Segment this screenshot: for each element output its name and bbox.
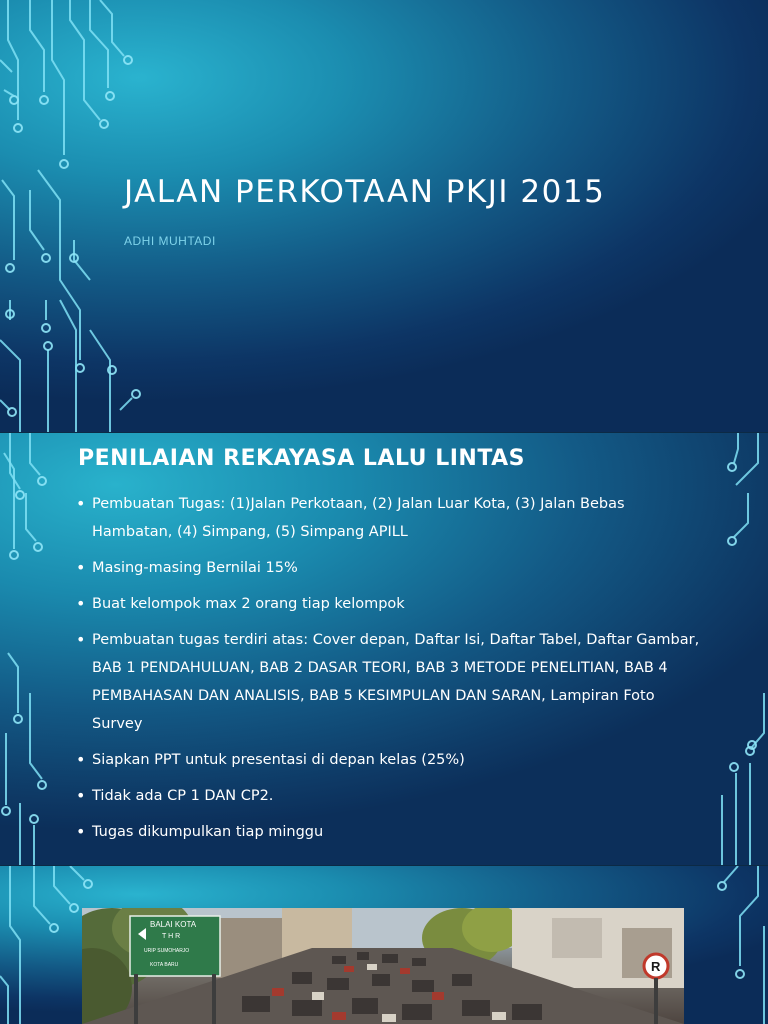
- list-item: • Tidak ada CP 1 DAN CP2.: [74, 782, 704, 810]
- photo-illustration: [82, 908, 684, 1024]
- sign-text-thr: T H R: [162, 933, 181, 940]
- sign-text-kota-baru: KOTA BARU: [150, 962, 179, 968]
- slide-title-text: JALAN PERKOTAAN PKJI 2015: [124, 174, 606, 210]
- list-item: • Pembuatan Tugas: (1)Jalan Perkotaan, (2) Jalan Luar Kota, (3) Jalan Bebas Hambatan, (4) Simpang, (5) Simpang APILL: [74, 490, 704, 546]
- circuit-decoration-right: [708, 433, 768, 865]
- list-item: • Masing-masing Bernilai 15%: [74, 554, 704, 582]
- sign-text-urip: URIP SUMOHARJO: [144, 948, 190, 954]
- circle-sign-text: R: [651, 959, 661, 974]
- circuit-decoration-left: [0, 433, 70, 865]
- slide-title: [0, 0, 768, 432]
- list-item: • Tugas dikumpulkan tiap minggu: [74, 818, 704, 846]
- slide-heading: PENILAIAN REKAYASA LALU LINTAS: [78, 446, 525, 471]
- traffic-street-photo: [82, 908, 684, 1024]
- slide-subtitle-author: ADHI MUHTADI: [124, 234, 216, 248]
- list-item: • Buat kelompok max 2 orang tiap kelompok: [74, 590, 704, 618]
- circuit-decoration-left: [0, 0, 160, 432]
- circuit-decoration-right: [688, 866, 768, 1024]
- assessment-bullet-list: [74, 490, 704, 854]
- list-item: • Pembuatan tugas terdiri atas: Cover depan, Daftar Isi, Daftar Tabel, Daftar Gambar, BAB 1 PENDAHULUAN, BAB 2 DASAR TEORI, BAB 3 METODE PENELITIAN, BAB 4 PEMBAHASAN DAN ANALISIS, BAB 5 KESIMPULAN DAN SARAN, Lampiran Foto Survey: [74, 626, 704, 738]
- sign-text-balai-kota: BALAI KOTA: [150, 920, 197, 929]
- list-item: • Siapkan PPT untuk presentasi di depan kelas (25%): [74, 746, 704, 774]
